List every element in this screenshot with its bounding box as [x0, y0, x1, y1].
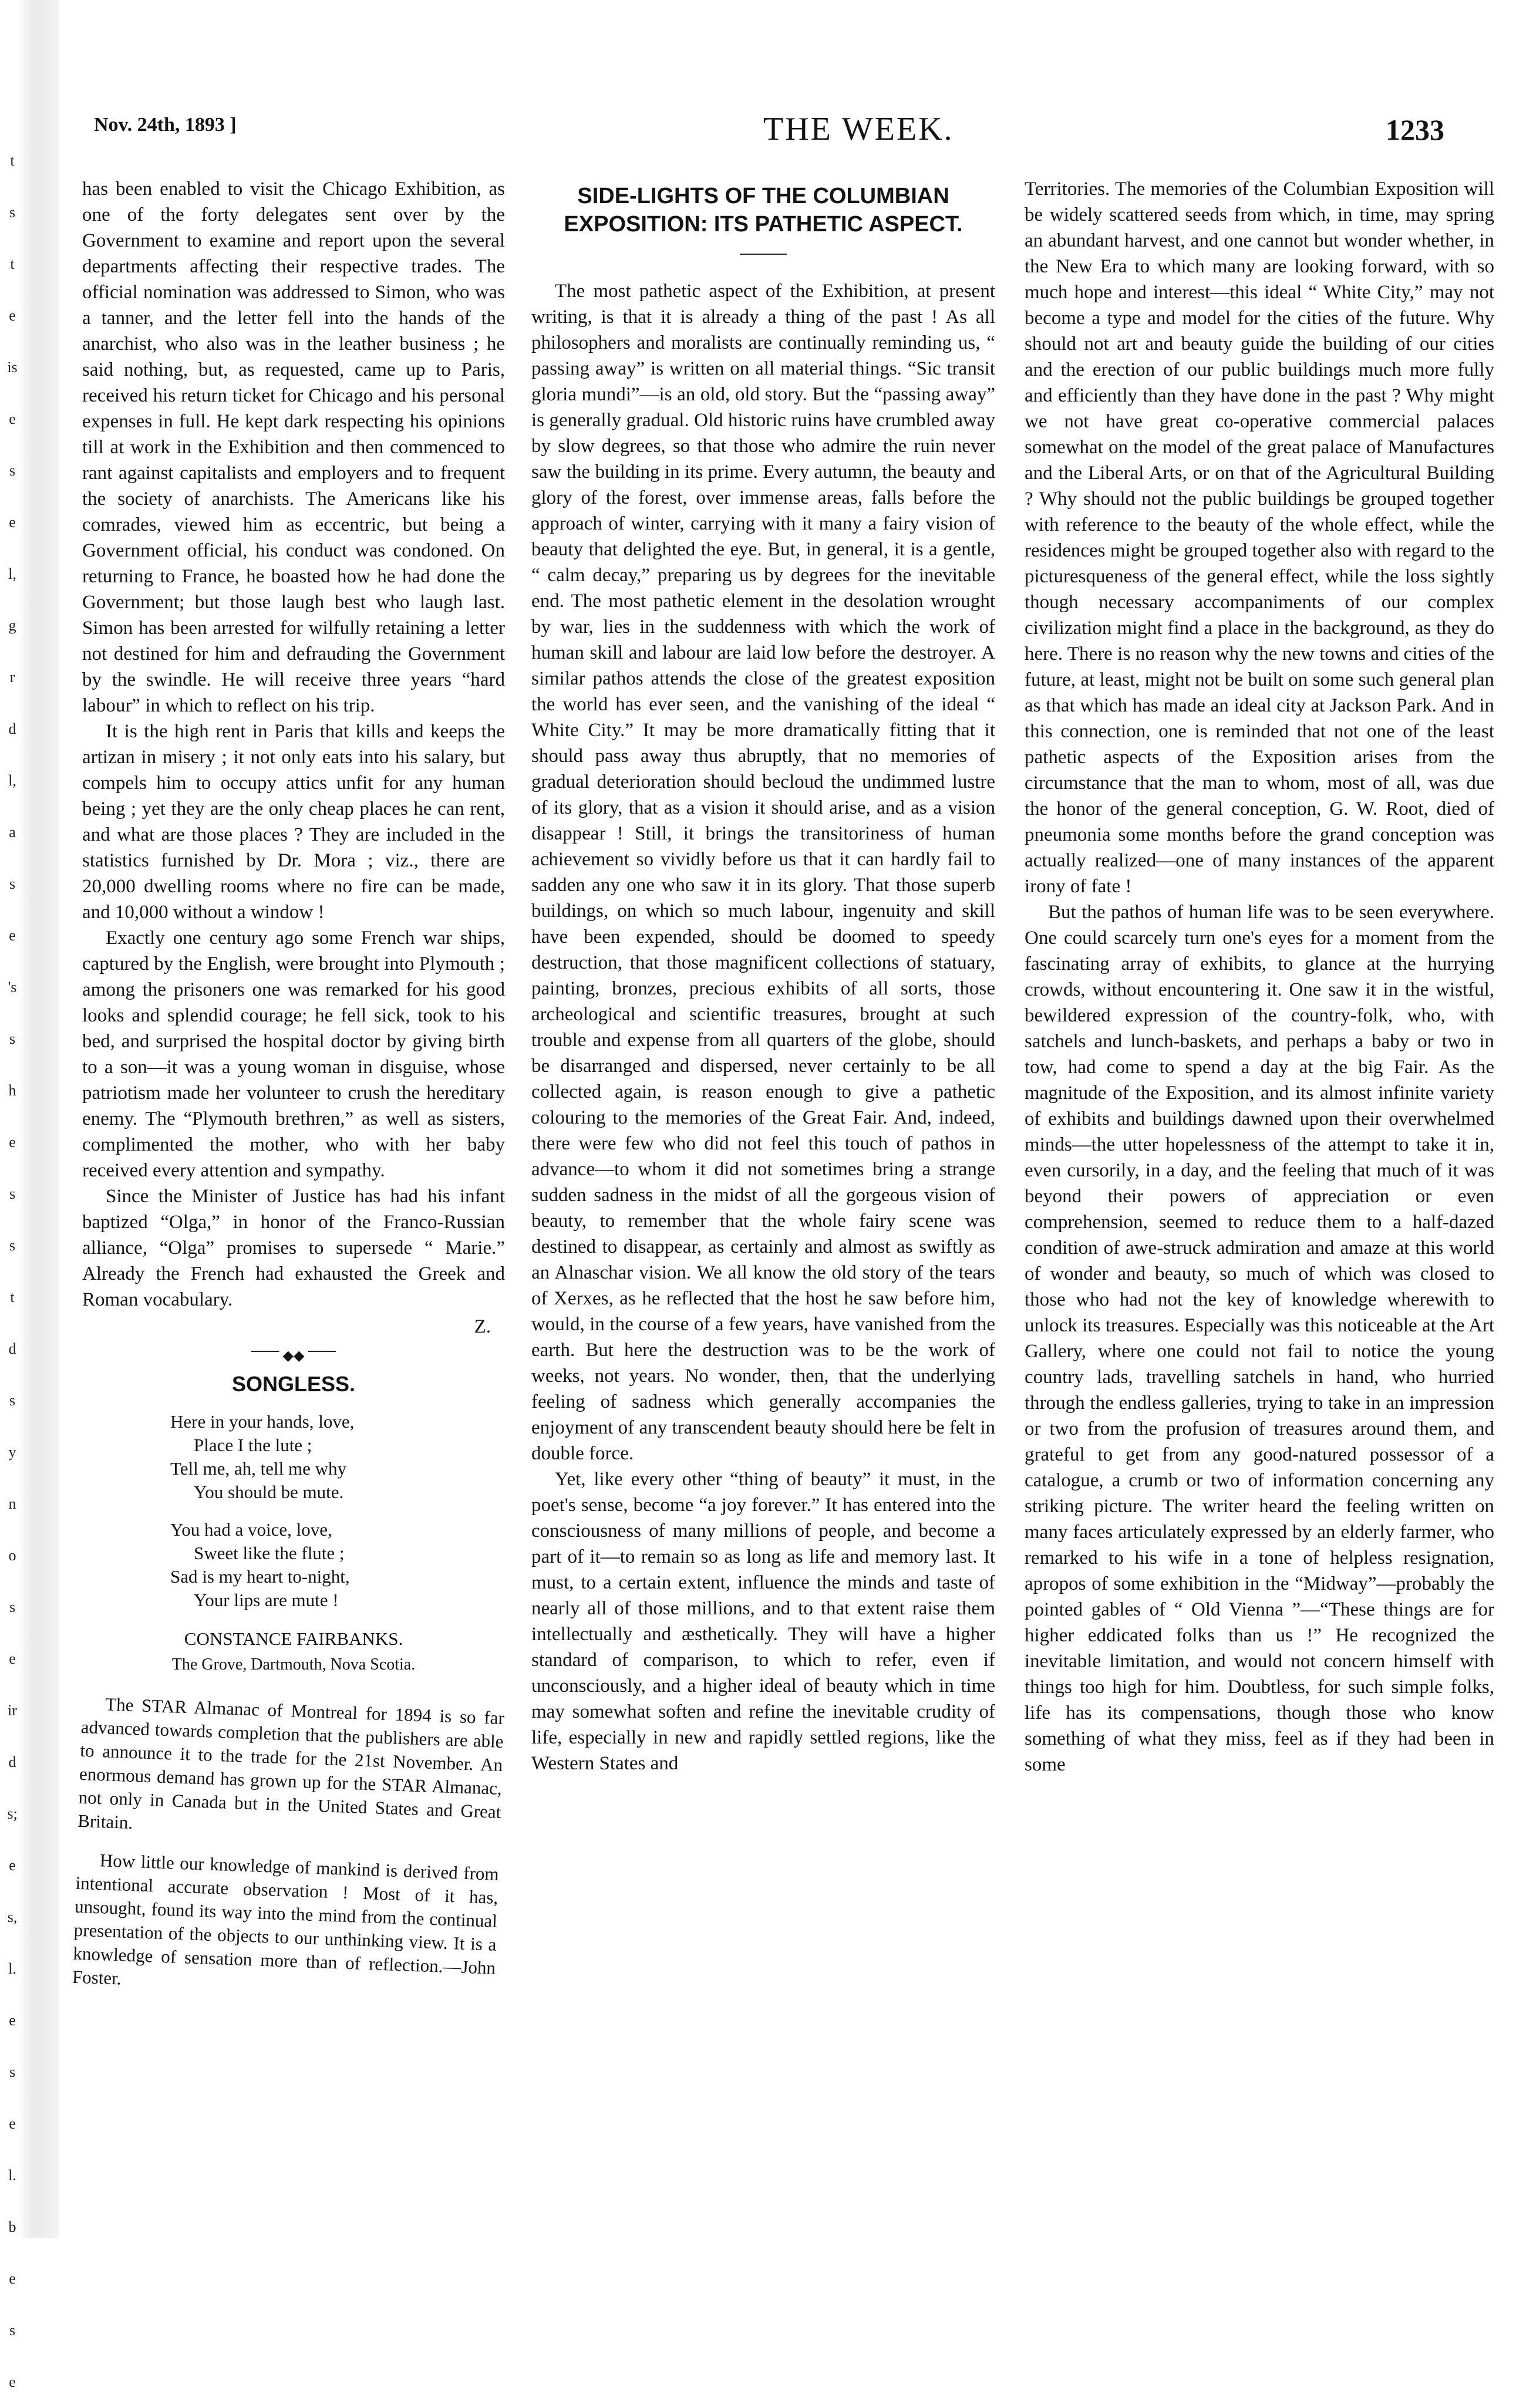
- poem-stanza: [170, 1518, 505, 1612]
- poem-line: You should be mute.: [194, 1482, 344, 1502]
- gutter-letter: 's: [8, 979, 17, 996]
- poem-author: CONSTANCE FAIRBANKS.: [184, 1628, 403, 1649]
- poem-stanza: [170, 1410, 505, 1504]
- paragraph: has been enabled to visit the Chicago Exhibition, as one of the forty delegates sent over by the Government to examine and report upon the several departments affecting their respective trades. The official nomination was addressed to Simon, who was a tanner, and the letter fell into the hands of the anarchist, who also was in the leather business ; he said nothing, but, as requested, came up to Paris, received his return ticket for Chicago and his personal expenses in full. He kept dark respecting his opinions till at work in the Exhibition and then commenced to rant against capitalists and employers and to frequent the society of anarchists. The Americans like his comrades, viewed him as eccentric, but being a Government official, his conduct was condoned. On returning to France, he boasted how he had done the Government; but those laugh best who laugh last. Simon has been arrested for wilfully retaining a letter not destined for him and defrauding the Government by the swindle. He will receive three years “hard labour” in which to reflect on his trip.: [82, 178, 505, 716]
- gutter-letter: e: [9, 410, 16, 427]
- paragraph: The most pathetic aspect of the Exhibition, at present writing, is that it is already a thing of the past ! As all philosophers and moralists are continually reminding us, “ passing away” is written on all material things. “Sic transit gloria mundi”—is an old, old story. But the “passing away” is generally gradual. Old historic ruins have crumbled away by slow degrees, so that those who admire the ruin never saw the building in its prime. Every autumn, the beauty and glory of the forest, over immense areas, falls before the approach of winter, carrying with it many a fairy vision of beauty that delighted the eye. But, in general, it is a gentle, “ calm decay,” preparing us by degrees for the inevitable end. The most pathetic element in the desolation wrought by war, lies in the suddenness with which the work of human skill and labour are laid low before the destroyer. A similar pathos attends the close of the greatest exposition the world has ever seen, and the vanishing of the ideal “ White City.” It may be more dramatically fitting that it should pass away thus abruptly, that no memories of gradual deterioration should becloud the undimmed lustre of its glory, that as a vision it should arise, and as a vision disappear ! Still, it brings the transitoriness of human achievement so vividly before us that it can hardly fail to sadden any one who saw it in its glory. That those superb buildings, on which so much labour, ingenuity and skill have been expended, should be doomed to speedy destruction, that those magnificent collections of statuary, painting, bronzes, precious exhibits of all sorts, those archeological and scientific treasures, brought at such trouble and expense from all quarters of the globe, should be disarranged and dispersed, never certainly to be all collected again, is reason enough to give a pathetic colouring to the memories of the Great Fair. And, indeed, there were few who did not feel this touch of pathos in advance—to whom it did not sometimes bring a strange sudden sadness in the midst of all the gorgeous vision of beauty, to remember that the whole fairy scene was destined to disappear, as certainly and almost as swiftly as an Alnaschar vision. We all know the old story of the tears of Xerxes, as he reflected that the host he saw before him, would, in the course of a few years, have vanished from the earth. But here the destruction was to be the work of weeks, not years. No wonder, then, that the underlying feeling of sadness which generally accompanies the enjoyment of any transcendent beauty should here be felt in double force.: [531, 281, 995, 1464]
- article-title: SIDE-LIGHTS OF THE COLUMBIAN EXPOSITION: ITS PATHETIC ASPECT.: [564, 184, 963, 237]
- poem-place: The Grove, Dartmouth, Nova Scotia.: [171, 1655, 416, 1674]
- gutter-letter: d: [8, 1753, 16, 1770]
- gutter-letter: e: [9, 2270, 16, 2287]
- poem: [170, 1410, 505, 1612]
- gutter-letter: e: [9, 927, 16, 944]
- gutter-letter: e: [9, 1857, 16, 1874]
- gutter-letter: e: [9, 1650, 16, 1667]
- gutter-letter: s: [9, 1030, 16, 1047]
- poem-line: You had a voice, love,: [170, 1519, 332, 1540]
- poem-line: Sad is my heart to-night,: [170, 1566, 350, 1587]
- gutter-letter: s: [9, 1185, 16, 1202]
- gutter-letter: o: [8, 1547, 16, 1564]
- gutter-letter: ir: [8, 1702, 17, 1719]
- poem-line: Your lips are mute !: [194, 1590, 339, 1610]
- gutter-letter: l,: [8, 565, 16, 582]
- gutter-letter: b: [8, 2218, 16, 2235]
- ornamental-rule: [82, 1340, 505, 1363]
- paragraph: Since the Minister of Justice has had his infant baptized “Olga,” in honor of the Franco-Russian alliance, “Olga” promises to supersede “ Marie.” Already the French had exhausted the Greek and Roman vocabulary.: [82, 1186, 505, 1310]
- paragraph: Exactly one century ago some French war ships, captured by the English, were brought into Plymouth ; among the prisoners one was remarked for his good looks and splendid courage; he fell sick, took to his bed, and surprised the hospital doctor by giving birth to a son—it was a young woman in disguise, whose patriotism made her volunteer to crush the hereditary enemy. The “Plymouth brethren,” as well as sisters, complimented the mother, who with her baby received every attention and sympathy.: [82, 928, 505, 1181]
- title-rule: [740, 254, 787, 255]
- page-number: 1233: [1386, 113, 1444, 146]
- gutter-letter: t: [10, 255, 15, 272]
- paragraph: It is the high rent in Paris that kills and keeps the artizan in misery ; it not only eats into his salary, but compels him to occupy attics unfit for any human being ; yet they are the only cheap places he can rent, and what are those places ? They are included in the statistics furnished by Dr. Mora ; viz., there are 20,000 dwelling rooms where no fire can be made, and 10,000 without a window !: [82, 721, 505, 923]
- column-left: [72, 176, 505, 1989]
- gutter-letter: d: [8, 720, 16, 737]
- paragraph: Yet, like every other “thing of beauty” it must, in the poet's sense, become “a joy forever.” It has entered into the consciousness of many millions of people, and become a part of it—to remain so as long as life and memory last. It must, to a certain extent, influence the minds and taste of nearly all of those millions, and to that extent raise them intellectually and æsthetically. They will have a higher standard of comparison, to which to refer, even if unconsciously, and a higher ideal of beauty which in time may somewhat soften and refine the inevitable crudity of life, especially in new and rapidly settled regions, like the Western States and: [531, 1469, 995, 1774]
- paragraph: Territories. The memories of the Columbian Exposition will be widely scattered seeds from which, in time, may spring an abundant harvest, and one cannot but wonder whether, in the New Era to which many are looking forward, with so much hope and interest—this ideal “ White City,” may not become a type and model for the cities of the future. Why should not art and beauty guide the building of our cities and the erection of our public buildings much more fully and efficiently than they have done in the past ? Why might we not have great co-operative commercial palaces somewhat on the model of the great palace of Manufactures and the Liberal Arts, or on that of the Agricultural Building ? Why should not the public buildings be grouped together with reference to the beauty of the whole effect, while the residences might be grouped together also with regard to the picturesqueness of the general effect, while the loss sightly though necessary accompaniments of our complex civilization might find a place in the background, as they do here. There is no reason why the new towns and cities of the future, at least, might not be built on some such general plan as that which has made an ideal city at Jackson Park. And in this connection, one is reminded that not one of the least pathetic aspects of the Exposition arises from the circumstance that the man to whom, most of all, was due the honor of the general conception, G. W. Root, died of pneumonia some months before the grand conception was actually realized—one of many instances of the apparent irony of fate !: [1025, 178, 1494, 897]
- gutter-letter: s,: [7, 1908, 18, 1925]
- gutter-letter: s: [9, 204, 16, 221]
- paragraph: The STAR Almanac of Montreal for 1894 is so far advanced towards completion that the publishers are able to announce it to the trade for the 21st November. An enormous demand has grown up for the STAR Almanac, not only in Canada but in the United States and Great Britain.: [77, 1694, 505, 1833]
- journal-title: THE WEEK.: [763, 111, 954, 147]
- column-right: [1025, 176, 1494, 1778]
- poem-title: SONGLESS.: [231, 1372, 356, 1396]
- adjacent-page-fragments: [4, 135, 21, 2408]
- signature: Z.: [474, 1316, 491, 1337]
- gutter-letter: s: [9, 1237, 16, 1254]
- gutter-letter: s: [9, 875, 16, 892]
- gutter-letter: d: [8, 1340, 16, 1357]
- gutter-letter: e: [9, 514, 16, 531]
- gutter-letter: s: [9, 2063, 16, 2080]
- page-header: [94, 110, 1444, 157]
- gutter-letter: e: [9, 2012, 16, 2029]
- gutter-letter: l,: [8, 772, 16, 789]
- gutter-letter: e: [9, 2373, 16, 2390]
- gutter-letter: s: [9, 2322, 16, 2339]
- gutter-letter: l.: [8, 2167, 16, 2184]
- gutter-letter: s: [9, 462, 16, 479]
- diamond-ornament-icon: ◆◆: [279, 1343, 308, 1369]
- gutter-letter: s: [9, 1392, 16, 1409]
- gutter-letter: e: [9, 307, 16, 324]
- column-middle: [531, 176, 995, 1776]
- gutter-letter: is: [7, 359, 18, 376]
- gutter-letter: y: [8, 1444, 16, 1461]
- gutter-letter: n: [8, 1495, 16, 1512]
- binding-shadow: [18, 0, 59, 2238]
- gutter-letter: a: [9, 824, 16, 841]
- gutter-letter: e: [9, 1134, 16, 1151]
- poem-line: Tell me, ah, tell me why: [170, 1458, 346, 1479]
- gutter-letter: s;: [7, 1805, 18, 1822]
- poem-line: Here in your hands, love,: [170, 1411, 355, 1432]
- gutter-letter: e: [9, 2115, 16, 2132]
- gutter-letter: h: [8, 1082, 16, 1099]
- gutter-letter: t: [10, 1289, 15, 1306]
- gutter-letter: g: [8, 617, 16, 634]
- gutter-letter: t: [10, 152, 15, 169]
- gutter-letter: l.: [8, 1960, 16, 1977]
- header-date: Nov. 24th, 1893 ]: [94, 114, 237, 136]
- paragraph: But the pathos of human life was to be seen everywhere. One could scarcely turn one's eyes for a moment from the fascinating array of exhibits, to glance at the hurrying crowds, without encountering it. One saw it in the wistful, bewildered expression of the country-folk, who, with satchels and lunch-baskets, and perhaps a baby or two in tow, had come to spend a day at the big Fair. As the magnitude of the Exposition, and its almost infinite variety of exhibits and buildings dawned upon their overwhelmed minds—the utter hopelessness of the attempt to take it in, even cursorily, in a day, and the feeling that much of it was beyond their powers of appreciation or even comprehension, seemed to reduce them to a half-dazed condition of awe-struck admiration and amaze at this world of wonder and beauty, so much of which was closed to those who had not the key of knowledge wherewith to unlock its treasures. Especially was this noticeable at the Art Gallery, where one could not fail to notice the young country lads, travelling satchels in hand, who hurried through the endless galleries, trying to take in an impression or two from the profusion of treasures around them, and grateful to get from any good-natured possessor of a catalogue, a crumb or two of information concerning any striking picture. The writer heard the feeling written on many faces articulately expressed by an elderly farmer, who remarked to his wife in a tone of helpless resignation, apropos of some exhibition in the “Midway”—probably the pointed gables of “ Old Vienna ”—“These things are for higher eddicated folks than us !” He recognized the inevitable limitation, and would not concern himself with things too high for him. Doubtless, for such simple folks, life has its compensations, though those who know something of what they miss, feel as if they had been in some: [1025, 902, 1494, 1775]
- poem-line: Place I the lute ;: [194, 1435, 312, 1455]
- gutter-letter: r: [9, 669, 15, 686]
- paragraph: How little our knowledge of mankind is derived from intentional accurate observation ! Most of it has, unsought, found its way into the mind from the continual presentation of the objects to our unthinking view. It is a knowledge of sensation more than of reflection.—John Foster.: [72, 1850, 500, 1989]
- poem-line: Sweet like the flute ;: [194, 1543, 345, 1563]
- gutter-letter: s: [9, 1598, 16, 1616]
